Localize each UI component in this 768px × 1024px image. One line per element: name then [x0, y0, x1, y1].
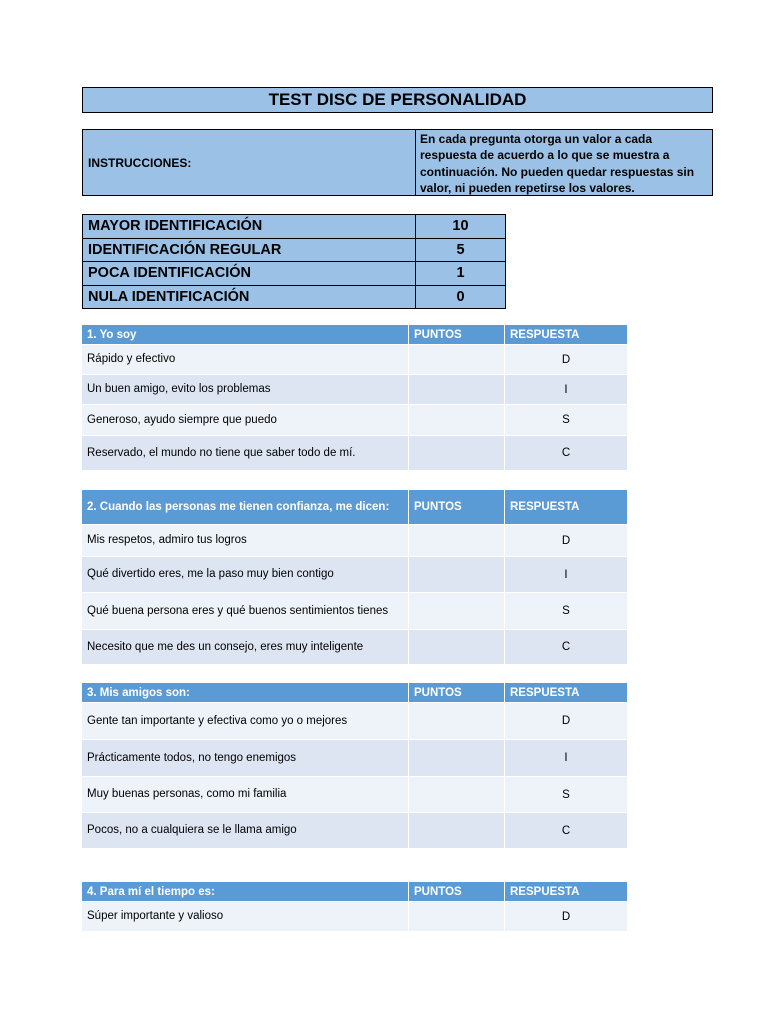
- answer-letter: S: [562, 788, 570, 801]
- points-input[interactable]: [409, 436, 505, 470]
- points-header: PUNTOS: [409, 882, 505, 901]
- scale-label: NULA IDENTIFICACIÓN: [83, 286, 416, 309]
- points-input[interactable]: [409, 375, 505, 404]
- question-table-4: [82, 882, 627, 931]
- table-row: [82, 812, 627, 848]
- answer-letter: C: [561, 641, 571, 653]
- option-text: Gente tan importante y efectiva como yo o mejores: [82, 703, 409, 739]
- page-title: TEST DISC DE PERSONALIDAD: [82, 87, 713, 113]
- option-text: Generoso, ayudo siempre que puedo: [82, 405, 409, 435]
- points-input[interactable]: [409, 593, 505, 629]
- answer-header: RESPUESTA: [510, 501, 580, 513]
- option-text: Rápido y efectivo: [82, 345, 409, 374]
- option-text: Súper importante y valioso: [82, 902, 409, 931]
- answer-header: RESPUESTA: [510, 885, 580, 898]
- points-input[interactable]: [409, 777, 505, 812]
- scale-value: 10: [452, 218, 469, 235]
- option-text: Qué buena persona eres y qué buenos sentimientos tienes: [82, 593, 409, 629]
- table-row: [82, 739, 627, 776]
- answer-letter: C: [561, 824, 571, 837]
- table-row: [82, 776, 627, 812]
- question-header: [82, 683, 627, 702]
- table-row: [82, 901, 627, 931]
- table-row: [82, 344, 627, 374]
- answer-letter: D: [561, 534, 571, 547]
- option-text: Pocos, no a cualquiera se le llama amigo: [82, 813, 409, 848]
- option-text: Muy buenas personas, como mi familia: [82, 777, 409, 812]
- scale-row: [83, 261, 505, 285]
- scale-row: [83, 238, 505, 262]
- points-header: PUNTOS: [409, 490, 505, 524]
- scale-label: IDENTIFICACIÓN REGULAR: [83, 239, 416, 262]
- question-table-1: [82, 325, 627, 470]
- question-table-3: [82, 683, 627, 848]
- table-row: [82, 404, 627, 435]
- table-row: [82, 592, 627, 629]
- option-text: Reservado, el mundo no tiene que saber todo de mí.: [82, 436, 409, 470]
- answer-letter: D: [561, 353, 571, 366]
- answer-letter: S: [562, 605, 570, 617]
- answer-letter: D: [561, 910, 571, 923]
- table-row: [82, 524, 627, 556]
- points-input[interactable]: [409, 525, 505, 556]
- points-input[interactable]: [409, 557, 505, 592]
- answer-letter: S: [562, 414, 570, 426]
- points-input[interactable]: [409, 703, 505, 739]
- points-header: PUNTOS: [409, 325, 505, 344]
- question-header: [82, 325, 627, 344]
- question-header: [82, 882, 627, 901]
- question-table-2: [82, 490, 627, 664]
- option-text: Necesito que me des un consejo, eres muy inteligente: [82, 630, 409, 664]
- question-title: 1. Yo soy: [82, 325, 409, 344]
- instructions-label: INSTRUCCIONES:: [83, 130, 416, 195]
- instructions-text: En cada pregunta otorga un valor a cada respuesta de acuerdo a lo que se muestra a continuación. No pueden quedar respuestas sin valor, ni pueden repetirse los valores.: [420, 132, 695, 195]
- points-input[interactable]: [409, 813, 505, 848]
- option-text: Un buen amigo, evito los problemas: [82, 375, 409, 404]
- option-text: Mis respetos, admiro tus logros: [82, 525, 409, 556]
- scale-value: 1: [456, 265, 465, 282]
- table-row: [82, 629, 627, 664]
- answer-header: RESPUESTA: [510, 328, 580, 341]
- table-row: [82, 556, 627, 592]
- scale-label: MAYOR IDENTIFICACIÓN: [83, 215, 416, 238]
- scale-table: [82, 214, 506, 309]
- points-input[interactable]: [409, 902, 505, 931]
- option-text: Qué divertido eres, me la paso muy bien contigo: [82, 557, 409, 592]
- answer-letter: I: [564, 383, 568, 396]
- option-text: Prácticamente todos, no tengo enemigos: [82, 740, 409, 776]
- answer-letter: I: [564, 568, 568, 581]
- table-row: [82, 435, 627, 470]
- scale-value: 5: [456, 241, 465, 258]
- question-title: 3. Mis amigos son:: [82, 683, 409, 702]
- table-row: [82, 702, 627, 739]
- points-input[interactable]: [409, 405, 505, 435]
- points-input[interactable]: [409, 740, 505, 776]
- scale-row: [83, 285, 505, 309]
- table-row: [82, 374, 627, 404]
- points-input[interactable]: [409, 630, 505, 664]
- instructions-box: [82, 129, 713, 196]
- points-input[interactable]: [409, 345, 505, 374]
- answer-letter: D: [561, 715, 571, 727]
- question-title: 2. Cuando las personas me tienen confianza, me dicen:: [82, 490, 409, 524]
- scale-row: [83, 215, 505, 238]
- answer-header: RESPUESTA: [510, 686, 580, 699]
- scale-value: 0: [456, 288, 465, 305]
- answer-letter: C: [561, 447, 571, 459]
- points-header: PUNTOS: [409, 683, 505, 702]
- answer-letter: I: [564, 752, 568, 764]
- scale-label: POCA IDENTIFICACIÓN: [83, 262, 416, 285]
- question-title: 4. Para mí el tiempo es:: [82, 882, 409, 901]
- question-header: [82, 490, 627, 524]
